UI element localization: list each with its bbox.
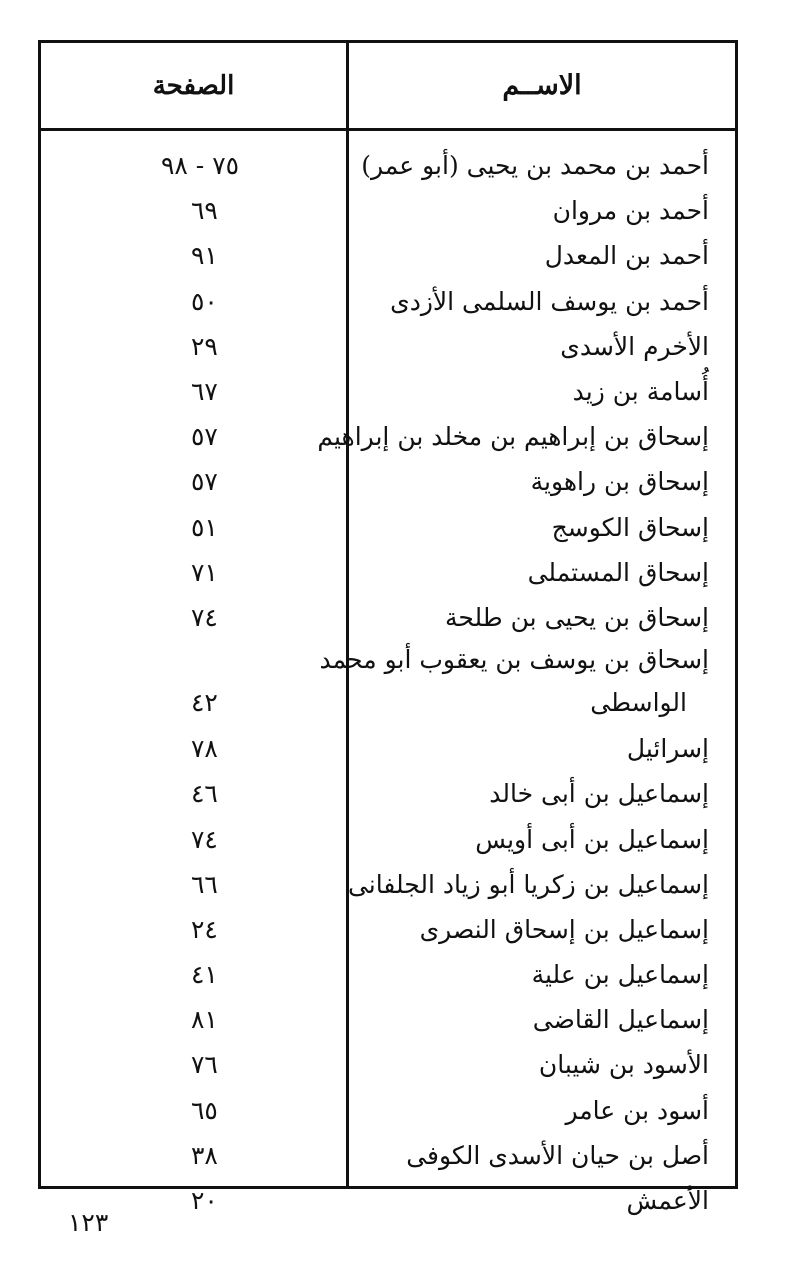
entry-page: ٢٠: [191, 1186, 218, 1216]
entry-name: الأعمش: [626, 1186, 709, 1216]
table-row: [41, 414, 735, 459]
table-row: [41, 1178, 735, 1223]
table-row: [41, 726, 735, 771]
table-row: [41, 550, 735, 595]
entry-page: ٣٨: [191, 1140, 218, 1170]
name-column-header: الاســم: [502, 70, 582, 101]
entry-page: ٢٩: [191, 331, 218, 361]
entry-page: ٧٥ - ٩٨: [161, 151, 240, 181]
table-row: [41, 640, 735, 678]
entry-page: ٨١: [191, 1005, 218, 1035]
table-row: [41, 279, 735, 324]
entry-name: إسحاق بن راهوية: [530, 467, 709, 497]
index-table: [38, 40, 738, 1216]
entry-name: إسرائيل: [626, 734, 709, 764]
entry-page: ٧٤: [191, 824, 218, 854]
entry-page: ٩١: [191, 241, 218, 271]
entry-page: ٤٢: [191, 687, 218, 717]
entry-page: ٧١: [191, 557, 218, 587]
table-row: [41, 997, 735, 1042]
entry-name: إسحاق بن إبراهيم بن مخلد بن إبراهيم: [317, 422, 709, 452]
entry-name: إسحاق بن يوسف بن يعقوب أبو محمد: [319, 644, 709, 674]
entry-name: أحمد بن المعدل: [544, 241, 709, 271]
entry-page: ٧٨: [191, 734, 218, 764]
table-row: [41, 1133, 735, 1178]
entry-name: إسحاق بن يحيى بن طلحة: [444, 602, 709, 632]
entry-name: إسماعيل بن علية: [531, 960, 709, 990]
page-number: ١٢٣: [68, 1208, 109, 1237]
table-row: [41, 1042, 735, 1087]
table-row: [41, 143, 735, 188]
table-row: [41, 324, 735, 369]
entry-name: الأخرم الأسدى: [560, 331, 709, 361]
table-row: [41, 907, 735, 952]
page-column-header: الصفحة: [152, 70, 235, 101]
entry-page: ٥٧: [191, 467, 218, 497]
entry-page: ٢٤: [191, 914, 218, 944]
entry-page: [191, 640, 311, 678]
entry-page: ٤٦: [191, 779, 218, 809]
table-row: [41, 188, 735, 233]
entry-page: ٤١: [191, 960, 218, 990]
entry-name: أصل بن حيان الأسدى الكوفى: [406, 1140, 709, 1170]
entry-name: إسماعيل بن أبى أويس: [475, 824, 709, 854]
table-row: [41, 595, 735, 640]
table-row: [41, 862, 735, 907]
entry-page: ٦٩: [191, 196, 218, 226]
table-row: [41, 505, 735, 550]
table-row: [41, 678, 735, 726]
entry-name: إسماعيل بن زكريا أبو زياد الجلفانى: [347, 869, 709, 899]
entry-name: إسماعيل القاضى: [532, 1005, 709, 1035]
entry-name: إسحاق الكوسج: [551, 512, 709, 542]
entry-name-continuation: الواسطى: [590, 687, 687, 717]
table-row: [41, 233, 735, 278]
entry-name: الأسود بن شيبان: [538, 1050, 709, 1080]
table-row: [41, 816, 735, 861]
entry-page: ٦٦: [191, 869, 218, 899]
table-row: [41, 1088, 735, 1133]
table-row: [41, 952, 735, 997]
entry-page: ٧٦: [191, 1050, 218, 1080]
entry-name: أحمد بن مروان: [552, 196, 709, 226]
table-row: [41, 369, 735, 414]
index-entries: [41, 143, 735, 1223]
entry-name: أحمد بن محمد بن يحيى (أبو عمر): [361, 151, 709, 181]
entry-name: إسماعيل بن أبى خالد: [489, 779, 709, 809]
table-row: [41, 771, 735, 816]
entry-page: ٥٧: [191, 422, 218, 452]
entry-name: أسود بن عامر: [565, 1095, 709, 1125]
entry-page: ٥١: [191, 512, 218, 542]
table-header: [41, 43, 735, 131]
entry-page: ٦٧: [191, 377, 218, 407]
entry-name: أُسامة بن زيد: [572, 377, 709, 407]
entry-page: ٦٥: [191, 1095, 218, 1125]
entry-name: إسحاق المستملى: [527, 557, 709, 587]
entry-name: أحمد بن يوسف السلمى الأزدى: [390, 286, 709, 316]
table-row: [41, 459, 735, 504]
entry-page: ٧٤: [191, 602, 218, 632]
entry-page: ٥٠: [191, 286, 218, 316]
entry-name: إسماعيل بن إسحاق النصرى: [419, 914, 709, 944]
